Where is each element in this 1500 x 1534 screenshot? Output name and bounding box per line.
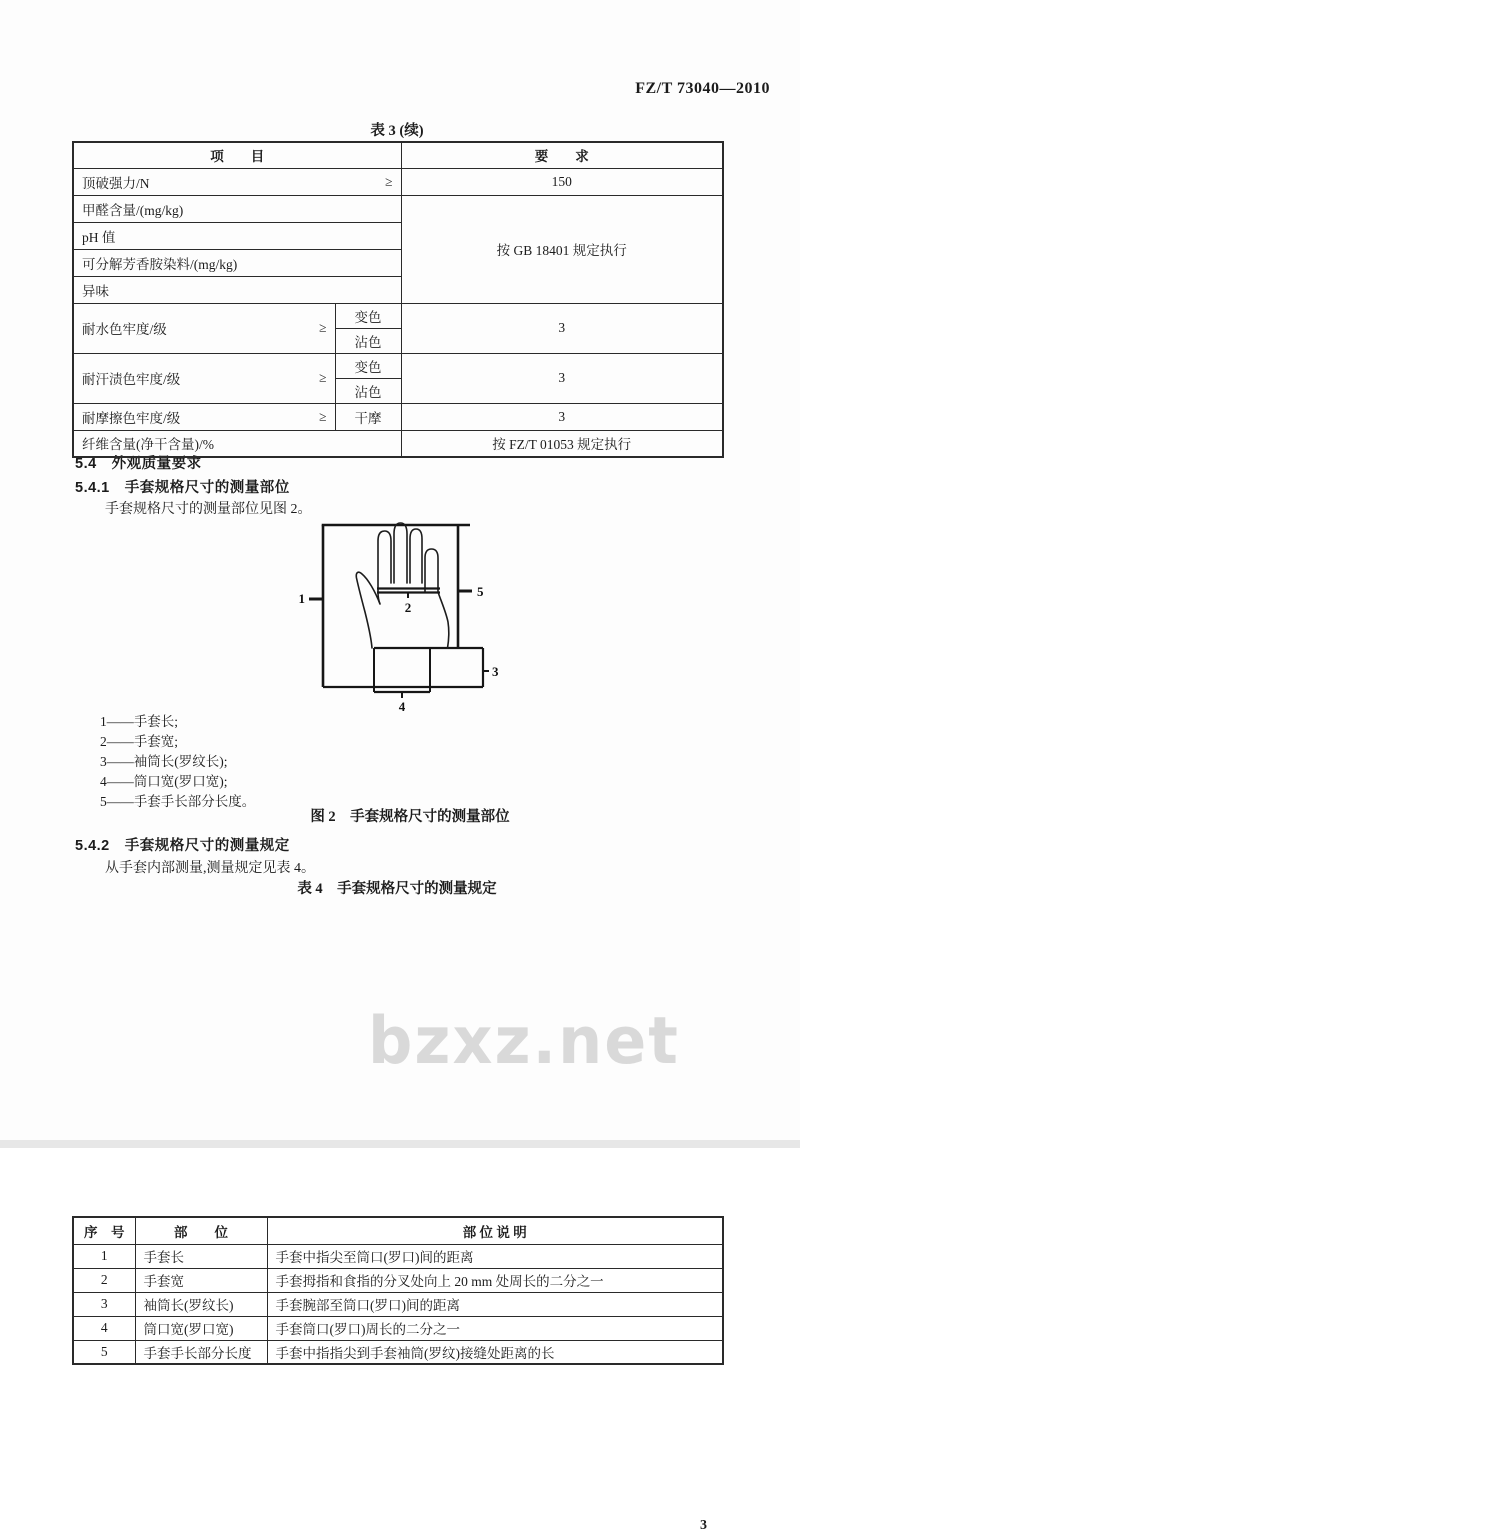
row-desc: 手套中指指尖到手套袖筒(罗纹)接缝处距离的长 [267, 1340, 723, 1364]
index-finger [378, 531, 391, 592]
gte-symbol: ≥ [319, 370, 327, 385]
figure-label-2: 2 [404, 600, 412, 615]
legend-item: 3——袖筒长(罗纹长); [100, 754, 228, 769]
row-seq: 4 [73, 1316, 135, 1340]
row-fiber-label: 纤维含量(净干含量)/% [73, 430, 401, 457]
figure2-caption: 图 2 手套规格尺寸的测量部位 [310, 809, 510, 825]
table4-col-part: 部 位 [135, 1217, 267, 1244]
row-odor-label: 异味 [73, 276, 401, 303]
page-number: 3 [700, 1518, 707, 1533]
pinky-finger [425, 549, 438, 592]
row-burst-label: 顶破强力/N [82, 175, 150, 191]
table3-col-req: 要 求 [401, 142, 723, 168]
table3-col-item: 项 目 [73, 142, 401, 168]
row-sweat-sub1: 变色 [335, 353, 401, 378]
cuff-box [374, 648, 483, 687]
row-part: 筒口宽(罗口宽) [135, 1316, 267, 1340]
figure-label-5: 5 [477, 584, 484, 599]
row-water-sub2: 沾色 [335, 328, 401, 353]
glove-width-bar [377, 589, 440, 593]
cuff-sides [374, 648, 430, 692]
legend-item: 1——手套长; [100, 714, 179, 729]
row-amine-label: 可分解芳香胺染料/(mg/kg) [73, 249, 401, 276]
table3-title: 表 3 (续) [370, 123, 424, 139]
table-row [73, 403, 723, 430]
row-burst-req: 150 [401, 168, 723, 195]
section-5-4-2-body: 从手套内部测量,测量规定见表 4。 [105, 861, 315, 876]
table4-title: 表 4 手套规格尺寸的测量规定 [297, 881, 497, 897]
row-part: 手套宽 [135, 1268, 267, 1292]
merged-requirement: 按 GB 18401 规定执行 [401, 195, 723, 303]
table3 [72, 141, 724, 458]
row-part: 手套手长部分长度 [135, 1340, 267, 1364]
row-sweat-label: 耐汗渍色牢度/级 [82, 372, 181, 387]
table-row [73, 303, 723, 328]
section-5-4-1-heading: 5.4.1 手套规格尺寸的测量部位 [75, 480, 290, 496]
row-sweat-req: 3 [401, 353, 723, 403]
table-row [73, 353, 723, 378]
table-row [73, 1340, 723, 1364]
row-seq: 2 [73, 1268, 135, 1292]
middle-finger [394, 523, 407, 583]
ring-finger [410, 529, 422, 583]
row-formaldehyde-label: 甲醛含量/(mg/kg) [73, 195, 401, 222]
row-fiber-req: 按 FZ/T 01053 规定执行 [401, 430, 723, 457]
thumb-crotch [378, 592, 380, 604]
section-5-4-2-heading: 5.4.2 手套规格尺寸的测量规定 [75, 838, 290, 854]
row-part: 袖筒长(罗纹长) [135, 1292, 267, 1316]
row-desc: 手套中指尖至筒口(罗口)间的距离 [267, 1244, 723, 1268]
legend-item: 4——筒口宽(罗口宽); [100, 774, 228, 789]
table-row [73, 1316, 723, 1340]
row-desc: 手套筒口(罗口)周长的二分之一 [267, 1316, 723, 1340]
row-desc: 手套拇指和食指的分叉处向上 20 mm 处周长的二分之一 [267, 1268, 723, 1292]
legend-item: 5——手套手长部分长度。 [100, 794, 256, 809]
table3-header-row [73, 142, 723, 168]
table-row [73, 1244, 723, 1268]
row-rub-label: 耐摩擦色牢度/级 [82, 410, 181, 426]
table4 [72, 1216, 724, 1365]
standard-number: FZ/T 73040—2010 [635, 80, 770, 97]
figure-label-3: 3 [492, 664, 499, 679]
table-row [73, 430, 723, 457]
gte-symbol: ≥ [319, 408, 327, 424]
watermark: bzxz.net [368, 1002, 680, 1079]
row-part: 手套长 [135, 1244, 267, 1268]
row-sweat-sub2: 沾色 [335, 378, 401, 403]
table4-col-seq: 序 号 [73, 1217, 135, 1244]
figure-label-4: 4 [398, 699, 406, 714]
thumb-outline [356, 572, 380, 648]
table4-col-desc: 部 位 说 明 [267, 1217, 723, 1244]
table-row [73, 1268, 723, 1292]
row-ph-label: pH 值 [73, 222, 401, 249]
scan-edge [0, 1140, 800, 1148]
section-5-4-heading: 5.4 外观质量要求 [75, 456, 202, 472]
row-water-sub1: 变色 [335, 303, 401, 328]
row-desc: 手套腕部至筒口(罗口)间的距离 [267, 1292, 723, 1316]
legend-item: 2——手套宽; [100, 734, 179, 749]
gte-symbol: ≥ [385, 173, 393, 189]
row-water-label: 耐水色牢度/级 [82, 322, 167, 337]
row-water-req: 3 [401, 303, 723, 353]
figure-legend [100, 712, 255, 812]
gte-symbol: ≥ [319, 320, 327, 335]
table-row [73, 168, 723, 195]
table-row [73, 1292, 723, 1316]
figure-label-1: 1 [298, 591, 305, 606]
glove-diagram [290, 510, 520, 715]
row-seq: 5 [73, 1340, 135, 1364]
row-seq: 3 [73, 1292, 135, 1316]
row-seq: 1 [73, 1244, 135, 1268]
table4-header-row [73, 1217, 723, 1244]
palm-right-edge [438, 592, 449, 648]
section-5-4-1-body: 手套规格尺寸的测量部位见图 2。 [105, 502, 312, 517]
row-rub-req: 3 [401, 403, 723, 430]
table-row [73, 195, 723, 222]
row-rub-sub1: 干摩 [335, 403, 401, 430]
